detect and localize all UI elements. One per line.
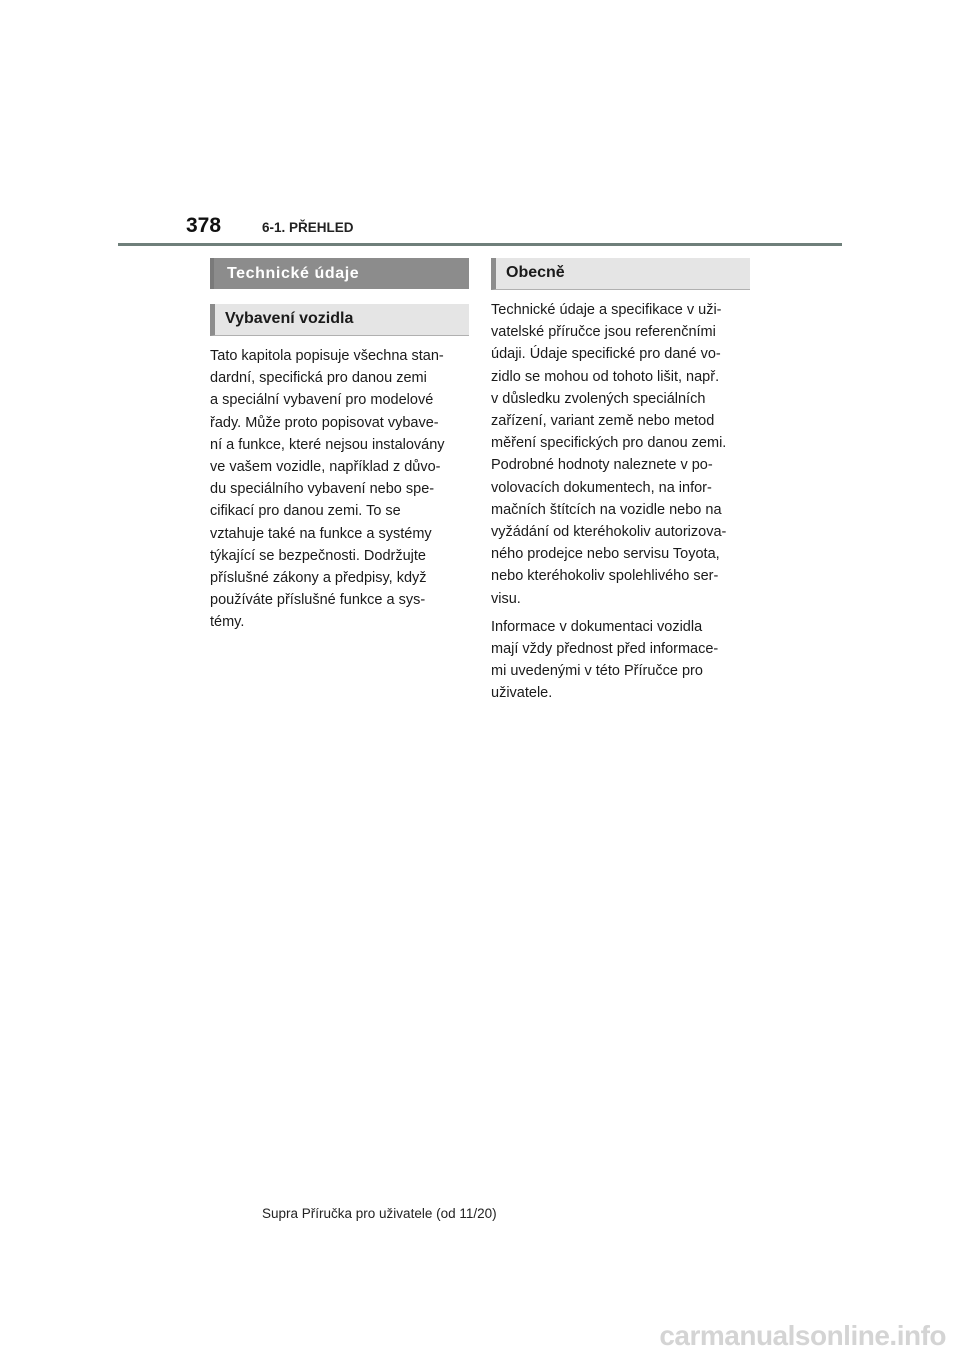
text-line: Podrobné hodnoty naleznete v po- <box>491 457 713 474</box>
header-divider <box>118 243 842 246</box>
right-paragraph-1 <box>491 299 750 610</box>
text-line: zařízení, variant země nebo metod <box>491 413 715 430</box>
text-line: volovacích dokumentech, na infor- <box>491 479 712 496</box>
text-line: mají vždy přednost před informace- <box>491 641 719 658</box>
text-line: mačních štítcích na vozidle nebo na <box>491 501 722 518</box>
text-line: v důsledku zvolených speciálních <box>491 390 706 407</box>
left-paragraph <box>210 345 469 634</box>
text-line: Technické údaje a specifikace v uži- <box>491 302 722 318</box>
subheading-vehicle-equipment: Vybavení vozidla <box>210 304 469 336</box>
right-paragraph-2 <box>491 616 750 705</box>
text-line: uživatele. <box>491 685 553 702</box>
text-line: vatelské příručce jsou referenčními <box>491 324 716 341</box>
section-title: 6-1. PŘEHLED <box>262 220 354 235</box>
text-line: témy. <box>210 614 245 631</box>
text-line: zidlo se mohou od tohoto lišit, např. <box>491 368 720 385</box>
text-line: používáte příslušné funkce a sys- <box>210 592 426 609</box>
text-line: mi uvedenými v této Příručce pro <box>491 663 703 680</box>
text-line: nebo kteréhokoliv spolehlivého ser- <box>491 568 719 585</box>
left-column <box>210 258 469 634</box>
text-line: měření specifických pro danou zemi. <box>491 435 727 452</box>
text-line: Tato kapitola popisuje všechna stan- <box>210 348 444 364</box>
text-line: visu. <box>491 590 521 607</box>
footer-text: Supra Příručka pro uživatele (od 11/20) <box>262 1206 497 1221</box>
page-number: 378 <box>186 214 222 237</box>
text-line: ného prodejce nebo servisu Toyota, <box>491 546 720 563</box>
subheading-general: Obecně <box>491 258 750 290</box>
text-line: ní a funkce, které nejsou instalovány <box>210 436 445 453</box>
text-line: du speciálního vybavení nebo spe- <box>210 481 435 498</box>
right-column <box>491 258 750 705</box>
text-line: vztahuje také na funkce a systémy <box>210 525 432 542</box>
text-line: ve vašem vozidle, například z důvo- <box>210 459 441 476</box>
main-heading: Technické údaje <box>210 258 469 289</box>
text-line: dardní, specifická pro danou zemi <box>210 370 427 387</box>
text-line: a speciální vybavení pro modelové <box>210 392 434 409</box>
text-line: Informace v dokumentaci vozidla <box>491 618 703 635</box>
text-line: vyžádání od kteréhokoliv autorizova- <box>491 524 727 541</box>
text-line: údaji. Údaje specifické pro dané vo- <box>491 346 721 363</box>
text-line: týkající se bezpečnosti. Dodržujte <box>210 547 426 564</box>
text-line: řady. Může proto popisovat vybave- <box>210 414 439 431</box>
watermark: carmanualsonline.info <box>659 1320 946 1351</box>
text-line: příslušné zákony a předpisy, když <box>210 570 427 587</box>
text-line: cifikací pro danou zemi. To se <box>210 503 401 520</box>
